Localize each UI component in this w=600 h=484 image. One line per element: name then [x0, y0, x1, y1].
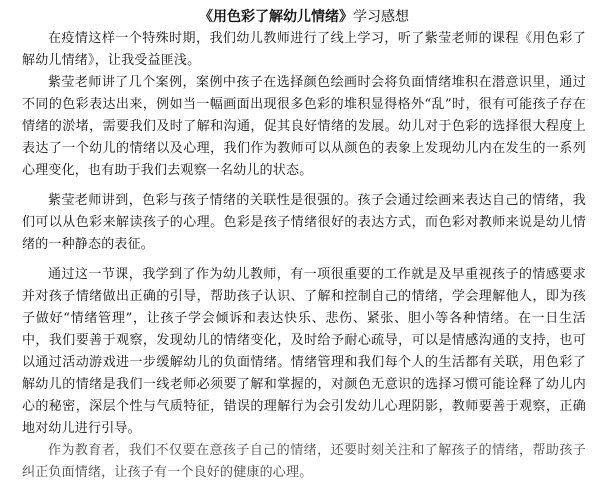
paragraph-gap [22, 256, 586, 264]
paragraph-conclusion: 作为教育者，我们不仅要在意孩子自己的情绪，还要时刻关注和了解孩子的情绪，帮助孩子纠正负面情绪，让孩子有一个良好的健康的心理。 [22, 443, 586, 480]
paragraph-lesson: 通过这一节课，我学到了作为幼儿教师，有一项很重要的工作就是及早重视孩子的情感要求并对孩子情绪做出正确的引导，帮助孩子认识、了解和控制自己的情绪，学会理解他人，即为孩子做好“情绪管理”，让孩子学会倾诉和表达快乐、悲伤、紧张、胆小等各种情绪。在一日生活中，我们要善于观察，发现幼儿的情绪变化，及时给予耐心疏导，可以是情感沟通的支持，也可以通过活动游戏进一步缓解幼儿的负面情绪。情绪管理和我们每个人的生活都有关联，用色彩了解幼儿的情绪是我们一线老师必须要了解和掌握的，对颜色无意识的选择习惯可能诠释了幼儿内心的秘密，深层个性与气质特征，错误的理解行为会引发幼儿心理阴影，教师要善于观察，正确地对幼儿进行引导。 [22, 267, 586, 436]
document-title [22, 8, 586, 26]
paragraph-color-emotion: 紫莹老师讲到，色彩与孩子情绪的关联性是很强的。孩子会通过绘画来表达自己的情绪，我们可以从色彩来解读孩子的心理。色彩是孩子情绪很好的表达方式，而色彩对教师来说是幼儿情绪的一种静态的表征。 [22, 193, 586, 252]
paragraph-intro: 在疫情这样一个特殊时期，我们幼儿教师进行了线上学习，听了紫莹老师的课程《用色彩了解幼儿情绪》，让我受益匪浅。 [22, 31, 586, 68]
paragraph-cases: 紫莹老师讲了几个案例，案例中孩子在选择颜色绘画时会将负面情绪堆积在潜意识里，通过不同的色彩表达出来，例如当一幅画面出现很多色彩的堆积显得格外“乱”时，很有可能孩子存在情绪的淤堵，需要我们及时了解和沟通，促其良好情绪的发展。幼儿对于色彩的选择很大程度上表达了一个幼儿的情绪以及心理，我们作为教师可以从颜色的表象上发现幼儿内在发生的一系列心理变化，也有助于我们去观察一名幼儿的状态。 [22, 75, 586, 178]
title-text: 《用色彩了解幼儿情绪》 [199, 9, 353, 25]
title-subtitle: 学习感想 [353, 9, 409, 25]
paragraph-gap [22, 182, 586, 190]
